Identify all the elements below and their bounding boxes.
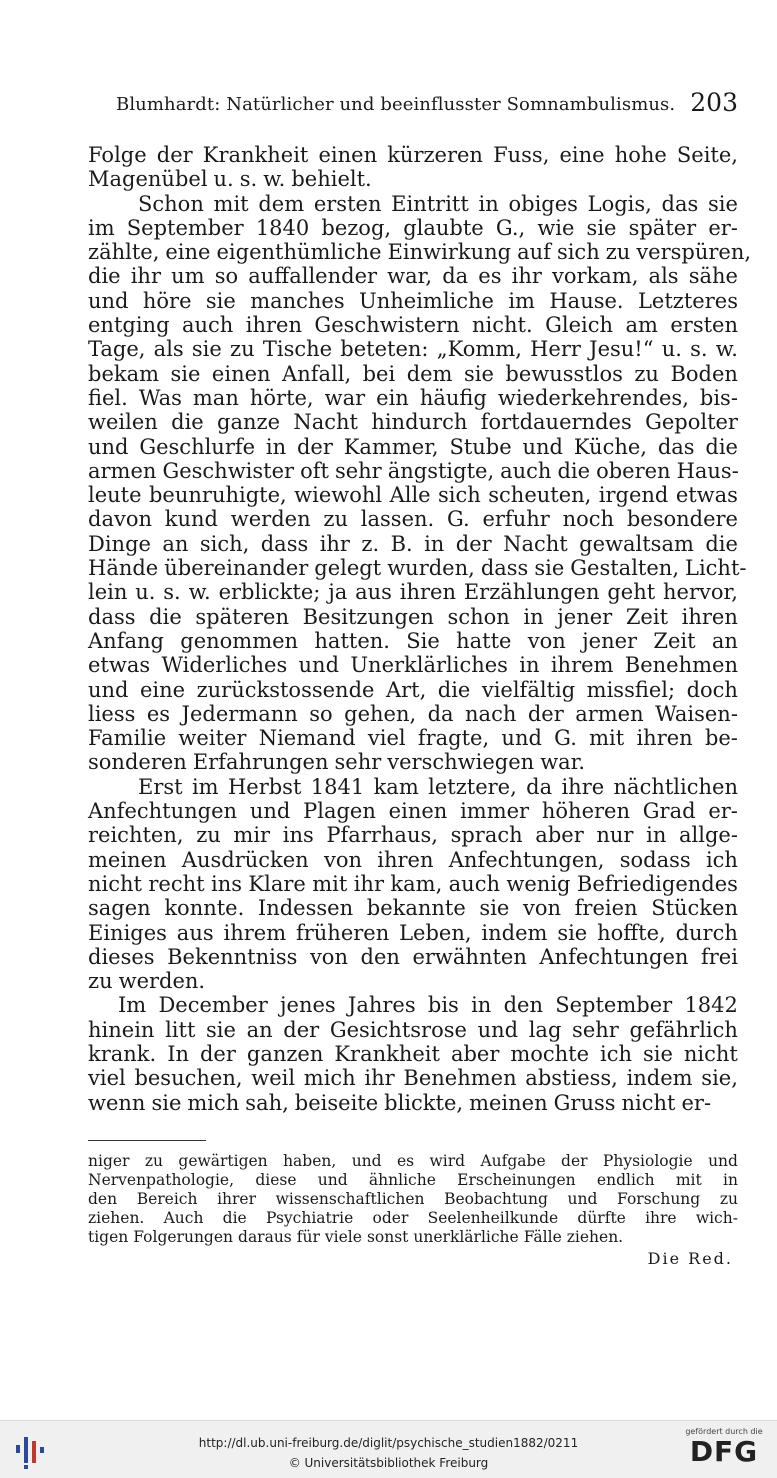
footnote-text: [88, 1152, 738, 1247]
text-line: davon kund werden zu lassen. G. erfuhr noch besondere: [88, 507, 738, 532]
text-line: ziehen. Auch die Psychiatrie oder Seelenheilkunde dürfte ihre wich-: [88, 1209, 738, 1227]
document-url-link[interactable]: http://dl.ub.uni-freiburg.de/diglit/psychische_studien1882/0211: [198, 1436, 579, 1450]
text-line: Familie weiter Niemand viel fragte, und G. mit ihren be-: [88, 726, 738, 751]
text-line: lein u. s. w. erblickte; ja aus ihren Erzählungen geht hervor,: [88, 580, 738, 605]
dfg-caption: gefördert durch die: [685, 1427, 763, 1436]
text-line: dass die späteren Besitzungen schon in jener Zeit ihren: [88, 604, 738, 629]
text-line: Einiges aus ihrem früheren Leben, indem sie hoffte, durch: [88, 920, 738, 945]
text-line: Folge der Krankheit einen kürzeren Fuss, eine hohe Seite,: [88, 143, 738, 167]
text-line: bekam sie einen Anfall, bei dem sie bewusstlos zu Boden: [88, 361, 738, 386]
text-line: Dinge an sich, dass ihr z. B. in der Nacht gewaltsam die: [88, 531, 738, 556]
text-line: Anfang genommen hatten. Sie hatte von jener Zeit an: [88, 628, 738, 653]
running-title: Blumhardt: Natürlicher und beeinflusster Somnambulismus.: [116, 94, 676, 115]
text-line: und eine zurückstossende Art, die vielfältig missfiel; doch: [88, 677, 738, 702]
dfg-wordmark: DFG: [689, 1435, 759, 1468]
text-line: Erst im Herbst 1841 kam letztere, da ihre nächtlichen: [138, 774, 738, 799]
page-number: 203: [690, 88, 738, 117]
copyright-text: © Universitätsbibliothek Freiburg: [288, 1456, 489, 1470]
text-line: Nervenpathologie, diese und ähnliche Erscheinungen endlich mit in: [88, 1171, 738, 1189]
text-line: leute beunruhigte, wiewohl Alle sich scheuten, irgend etwas: [88, 483, 738, 508]
footnote-divider: [88, 1140, 206, 1141]
page-header: [88, 88, 738, 122]
text-line: zählte, eine eigenthümliche Einwirkung auf sich zu verspüren,: [88, 240, 752, 265]
text-line: und höre sie manches Unheimliche im Hause. Letzteres: [88, 288, 738, 313]
text-line: meinen Ausdrücken von ihren Anfechtungen, sodass ich: [88, 847, 738, 872]
text-line: dieses Bekenntniss von den erwähnten Anfechtungen frei: [88, 944, 738, 969]
text-line: liess es Jedermann so gehen, da nach der armen Waisen-: [88, 701, 738, 726]
text-line: hinein litt sie an der Gesichtsrose und lag sehr gefährlich: [88, 1017, 738, 1042]
text-line: weilen die ganze Nacht hindurch fortdauerndes Gepolter: [88, 410, 738, 435]
text-line: viel besuchen, weil mich ihr Benehmen abstiess, indem sie,: [88, 1066, 738, 1091]
text-line: armen Geschwister oft sehr ängstigte, auch die oberen Haus-: [88, 458, 739, 483]
text-line: Magenübel u. s. w. behielt.: [88, 167, 372, 192]
text-line: die ihr um so auffallender war, da es ihr vorkam, als sähe: [88, 264, 738, 289]
text-line: tigen Folgerungen daraus für viele sonst unerklärliche Fälle ziehen.: [88, 1228, 624, 1246]
text-line: und Geschlurfe in der Kammer, Stube und Küche, das die: [88, 434, 738, 459]
main-text: [88, 143, 752, 1115]
text-line: den Bereich ihrer wissenschaftlichen Beobachtung und Forschung zu: [88, 1190, 738, 1208]
text-line: sagen konnte. Indessen bekannte sie von freien Stücken: [88, 896, 738, 921]
text-line: Hände übereinander gelegt wurden, dass sie Gestalten, Licht-: [88, 556, 747, 581]
footnote-signature: Die Red.: [647, 1249, 733, 1268]
text-line: etwas Widerliches und Unerklärliches in ihrem Benehmen: [88, 653, 738, 678]
viewer-footer-bar: [0, 1420, 777, 1478]
text-line: Anfechtungen und Plagen einen immer höheren Grad er-: [88, 799, 738, 824]
text-line: Im December jenes Jahres bis in den September 1842: [118, 993, 738, 1018]
text-line: Schon mit dem ersten Eintritt in obiges Logis, das sie: [138, 191, 738, 216]
text-line: Tage, als sie zu Tische beteten: „Komm, Herr Jesu!“ u. s. w.: [88, 337, 738, 362]
text-line: niger zu gewärtigen haben, und es wird Aufgabe der Physiologie und: [88, 1152, 738, 1170]
text-line: im September 1840 bezog, glaubte G., wie sie später er-: [88, 215, 738, 240]
text-line: krank. In der ganzen Krankheit aber mochte ich sie nicht: [88, 1041, 738, 1066]
text-line: fiel. Was man hörte, war ein häufig wiederkehrendes, bis-: [88, 385, 738, 410]
text-line: zu werden.: [88, 969, 206, 994]
text-line: sonderen Erfahrungen sehr verschwiegen war.: [88, 750, 586, 775]
dfg-logo: [681, 1427, 767, 1473]
text-line: entging auch ihren Geschwistern nicht. Gleich am ersten: [88, 313, 738, 338]
text-line: wenn sie mich sah, beiseite blickte, meinen Gruss nicht er-: [88, 1090, 712, 1115]
text-line: reichten, zu mir ins Pfarrhaus, sprach aber nur in allge-: [88, 823, 738, 848]
text-line: nicht recht ins Klare mit ihr kam, auch wenig Befriedigendes: [88, 871, 738, 896]
